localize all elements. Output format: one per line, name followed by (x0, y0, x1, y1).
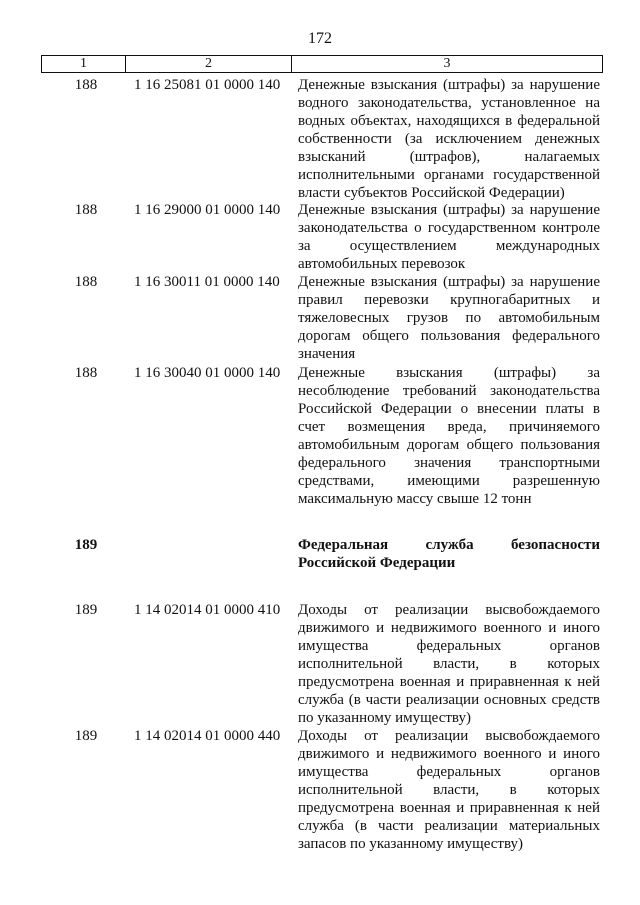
revenue-description: Денежные взыскания (штрафы) за нарушение правил перевозки крупногабаритных и тяжеловесных грузов по автомобильным дорогам общего пользования федерального значения (298, 274, 600, 362)
admin-code: 188 (74, 202, 98, 218)
budget-code: 1 16 30040 01 0000 140 (134, 365, 281, 381)
revenue-description: Денежные взыскания (штрафы) за нарушение водного законодательства, установленное на водных объектах, находящихся в федеральной собственности (за исключением денежных взысканий (штрафов), налагаемых исполнительными органами государственной власти субъектов Российской Федерации) (298, 77, 600, 201)
admin-code: 189 (74, 728, 98, 744)
budget-code: 1 16 29000 01 0000 140 (134, 202, 281, 218)
column-header-row (41, 55, 603, 73)
page-number: 172 (308, 30, 332, 47)
budget-code: 1 16 25081 01 0000 140 (134, 77, 281, 93)
section-title: Федеральная служба безопасности Российской Федерации (298, 537, 600, 571)
revenue-description: Доходы от реализации высвобождаемого движимого и недвижимого военного и иного имущества федеральных органов исполнительной власти, в которых предусмотрена военная и приравненная к ней служба (в части реализации основных средств по указанному имуществу) (298, 602, 600, 726)
admin-code: 189 (74, 537, 98, 553)
revenue-description: Денежные взыскания (штрафы) за несоблюдение требований законодательства Российской Федерации о внесении платы в счет возмещения вреда, причиняемого автомобильным дорогам общего пользования федерального значения транспортными средствами, имеющими разрешенную максимальную массу свыше 12 тонн (298, 365, 600, 507)
column-header-2: 2 (125, 56, 291, 72)
admin-code: 188 (74, 77, 98, 93)
admin-code: 189 (74, 602, 98, 618)
admin-code: 188 (74, 274, 98, 290)
revenue-description: Доходы от реализации высвобождаемого движимого и недвижимого военного и иного имущества федеральных органов исполнительной власти, в которых предусмотрена военная и приравненная к ней служба (в части реализации материальных запасов по указанному имуществу) (298, 728, 600, 852)
budget-code: 1 14 02014 01 0000 440 (134, 728, 281, 744)
column-header-3: 3 (291, 56, 602, 72)
column-header-1: 1 (80, 56, 87, 71)
budget-code: 1 16 30011 01 0000 140 (134, 274, 280, 290)
budget-code: 1 14 02014 01 0000 410 (134, 602, 281, 618)
revenue-description: Денежные взыскания (штрафы) за нарушение законодательства о государственном контроле за осуществлением международных автомобильных перевозок (298, 202, 600, 272)
admin-code: 188 (74, 365, 98, 381)
